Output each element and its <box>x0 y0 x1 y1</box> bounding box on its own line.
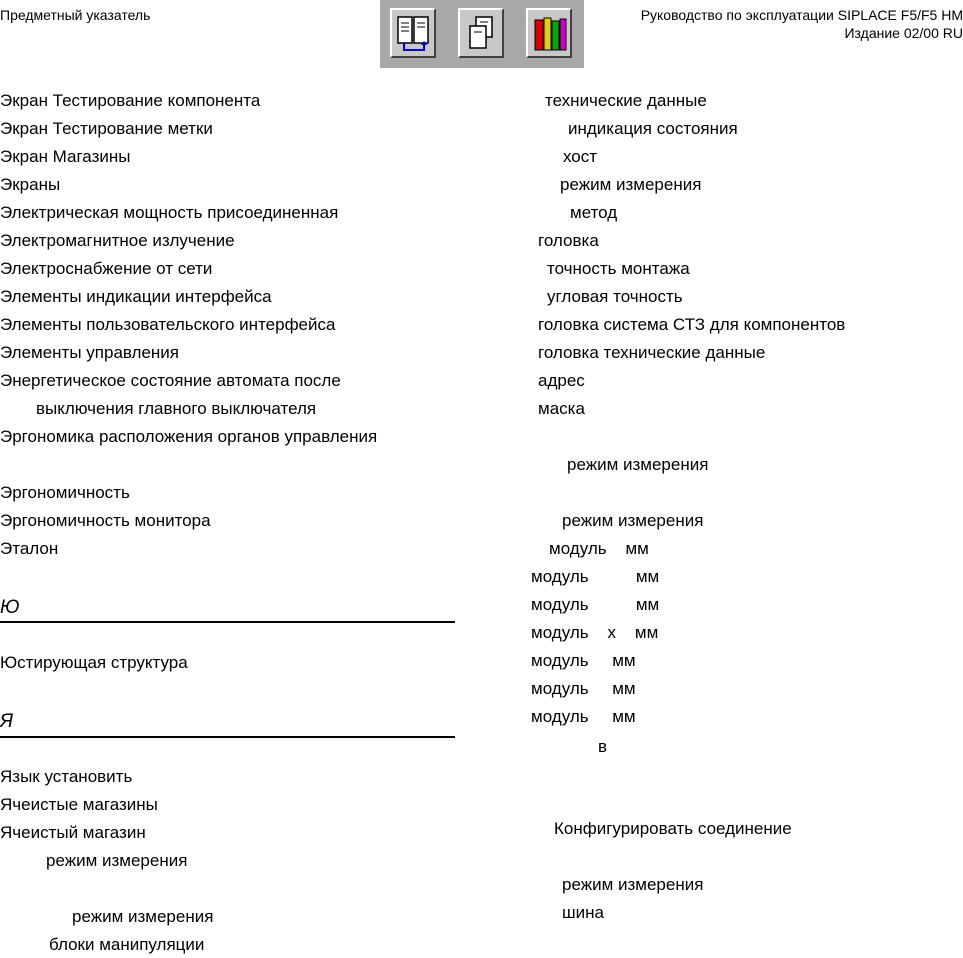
index-subentry[interactable]: модуль мм <box>531 707 636 726</box>
index-entry[interactable]: Электроснабжение от сети <box>0 259 213 278</box>
index-entry[interactable]: блоки манипуляции <box>49 935 205 954</box>
edition-label: Издание 02/00 RU <box>844 25 963 41</box>
section-heading: Ю <box>0 597 20 618</box>
index-entry[interactable]: Язык установить <box>0 767 133 786</box>
index-entry[interactable]: Экран Тестирование метки <box>0 119 213 138</box>
index-subentry[interactable]: метод <box>570 203 618 222</box>
index-subentry[interactable]: в <box>598 737 608 756</box>
index-subentry[interactable]: режим измерения <box>562 511 704 530</box>
index-entry[interactable]: Экран Тестирование компонента <box>0 91 261 110</box>
index-entry[interactable]: Электромагнитное излучение <box>0 231 235 250</box>
contents-button[interactable] <box>390 8 436 58</box>
section-heading: Я <box>0 711 13 732</box>
index-subentry[interactable]: модуль мм <box>531 679 636 698</box>
index-subentry[interactable]: шина <box>562 903 604 922</box>
index-entry[interactable]: Эргономичность <box>0 483 130 502</box>
manual-title: Руководство по эксплуатации SIPLACE F5/F5 HM <box>640 7 963 23</box>
index-subentry[interactable]: технические данные <box>545 91 707 110</box>
index-entry[interactable]: Ячеистые магазины <box>0 795 158 814</box>
index-subentry[interactable]: модуль мм <box>549 539 649 558</box>
index-subentry[interactable]: адрес <box>538 371 585 390</box>
index-entry[interactable]: Ячеистый магазин <box>0 823 146 842</box>
section-divider <box>0 736 455 738</box>
navigation-toolbar <box>380 0 584 68</box>
index-subentry[interactable]: головка система СТЗ для компонентов <box>538 315 846 334</box>
index-entry[interactable]: Юстирующая структура <box>0 653 188 672</box>
index-entry[interactable]: режим измерения <box>46 851 188 870</box>
index-subentry[interactable]: хост <box>563 147 598 166</box>
section-divider <box>0 621 455 623</box>
index-entry[interactable]: Электрическая мощность присоединенная <box>0 203 339 222</box>
page-button[interactable] <box>458 8 504 58</box>
index-entry[interactable]: Элементы индикации интерфейса <box>0 287 272 306</box>
index-entry[interactable]: Эталон <box>0 539 59 558</box>
index-entry[interactable]: Экран Магазины <box>0 147 131 166</box>
index-subentry[interactable]: модуль мм <box>531 595 660 614</box>
index-subentry[interactable]: угловая точность <box>547 287 683 306</box>
index-entry[interactable]: выключения главного выключателя <box>36 399 317 418</box>
index-subentry[interactable]: режим измерения <box>560 175 702 194</box>
index-entry[interactable]: Элементы управления <box>0 343 180 362</box>
index-entry[interactable]: режим измерения <box>72 907 214 926</box>
library-button[interactable] <box>526 8 572 58</box>
index-entry[interactable]: Энергетическое состояние автомата после <box>0 371 341 390</box>
index-subentry[interactable]: маска <box>538 399 585 418</box>
index-subentry[interactable]: модуль х мм <box>531 623 659 642</box>
page-icon <box>464 14 500 54</box>
index-subentry[interactable]: Конфигурировать соединение <box>554 819 792 838</box>
index-subentry[interactable]: точность монтажа <box>547 259 690 278</box>
index-entry[interactable]: Экраны <box>0 175 61 194</box>
index-subentry[interactable]: индикация состояния <box>568 119 738 138</box>
index-subentry[interactable]: головка <box>538 231 599 250</box>
library-books-icon <box>532 14 568 54</box>
index-subentry[interactable]: головка технические данные <box>538 343 766 362</box>
index-entry[interactable]: Элементы пользовательского интерфейса <box>0 315 336 334</box>
index-entry[interactable]: Эргономика расположения органов управления <box>0 427 378 446</box>
index-subentry[interactable]: режим измерения <box>567 455 709 474</box>
index-entry[interactable]: Эргономичность монитора <box>0 511 211 530</box>
index-subentry[interactable]: модуль мм <box>531 651 636 670</box>
index-subentry[interactable]: модуль мм <box>531 567 660 586</box>
index-title: Предметный указатель <box>0 7 151 23</box>
index-subentry[interactable]: режим измерения <box>562 875 704 894</box>
contents-icon <box>396 14 432 54</box>
